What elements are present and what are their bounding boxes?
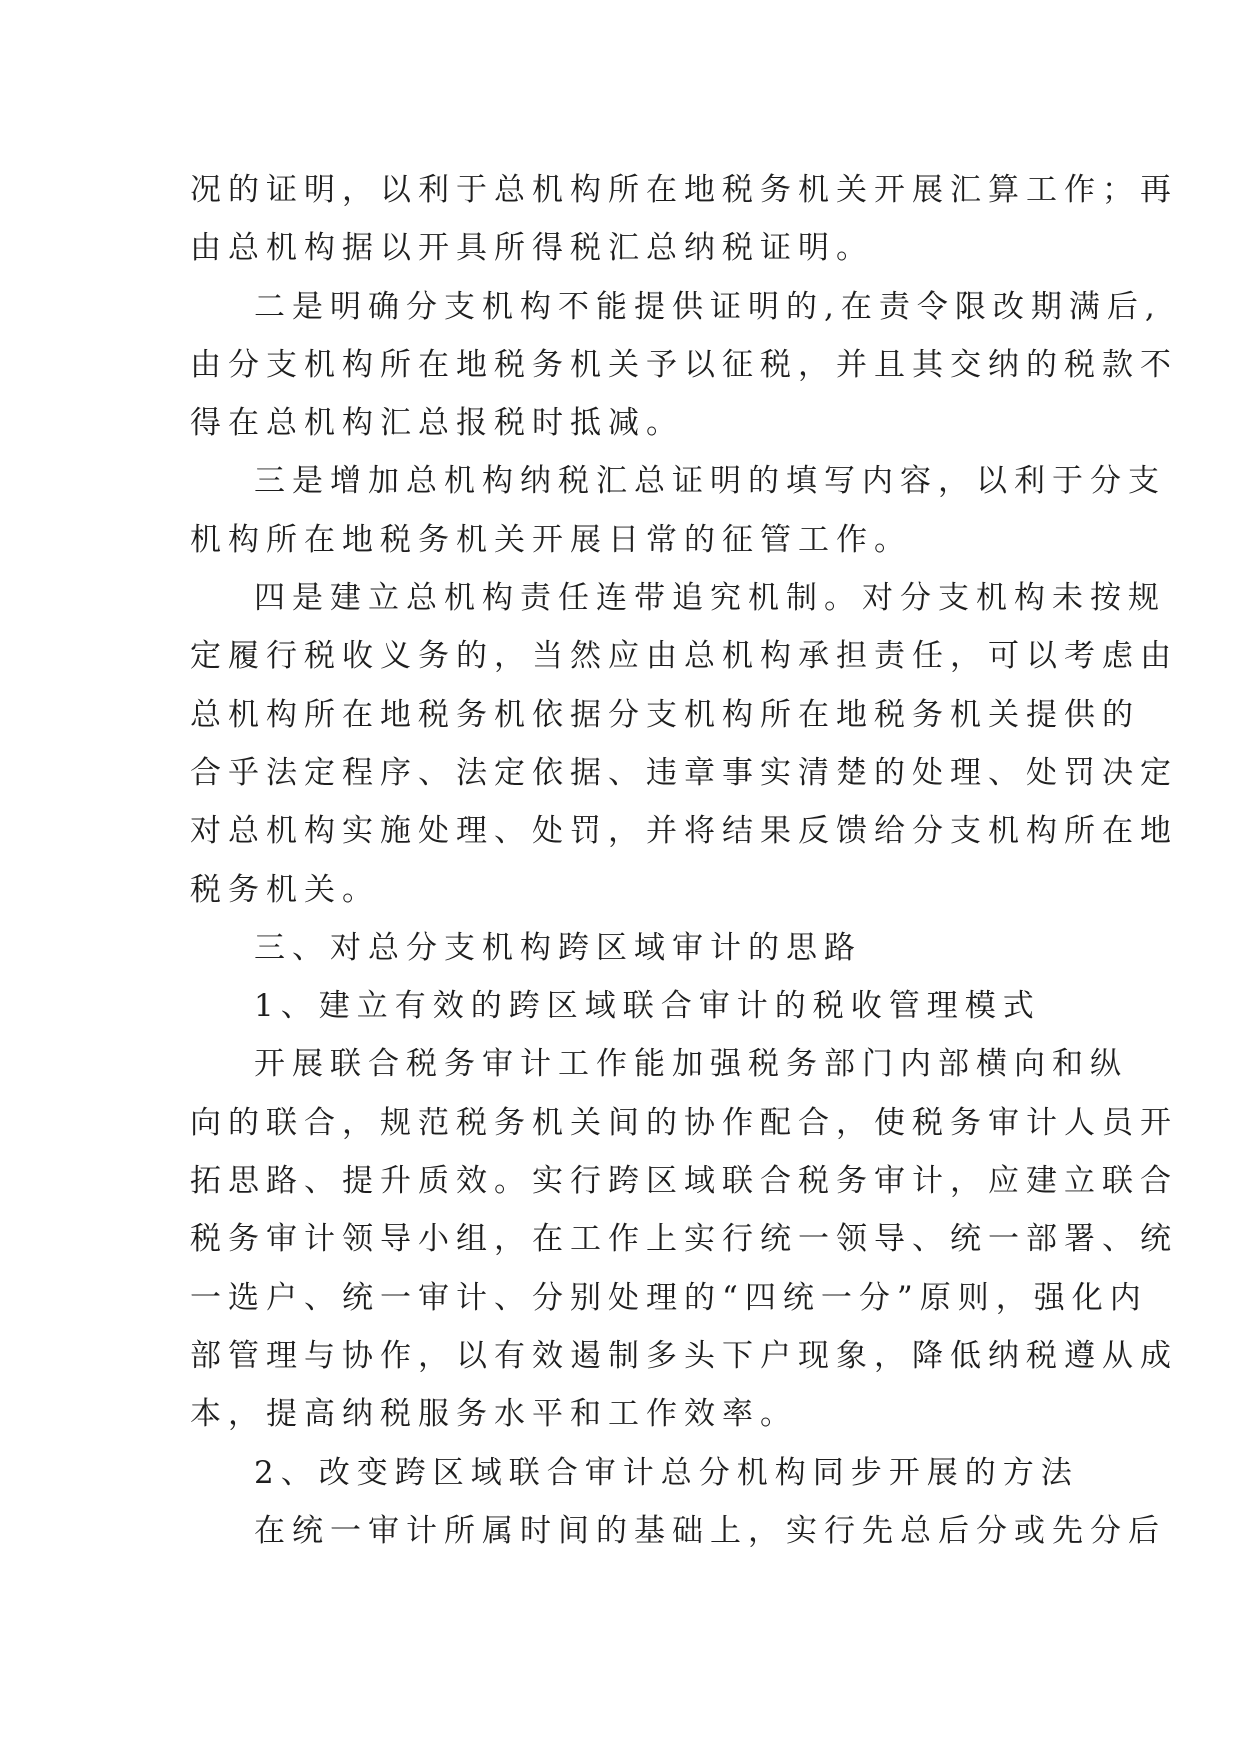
text-line: 2、改变跨区域联合审计总分机构同步开展的方法 (254, 1454, 1079, 1491)
text-line: 定履行税收义务的，当然应由总机构承担责任，可以考虑由 (190, 638, 1178, 675)
text-line: 三、对总分支机构跨区域审计的思路 (254, 929, 862, 966)
text-line: 由分支机构所在地税务机关予以征税，并且其交纳的税款不 (190, 346, 1178, 383)
text-line: 况的证明，以利于总机构所在地税务机关开展汇算工作；再 (190, 172, 1178, 208)
text-line: 开展联合税务审计工作能加强税务部门内部横向和纵 (254, 1046, 1128, 1083)
text-line: 税务审计领导小组，在工作上实行统一领导、统一部署、统 (190, 1221, 1178, 1258)
text-line: 在统一审计所属时间的基础上，实行先总后分或先分后 (254, 1512, 1166, 1549)
text-line: 拓思路、提升质效。实行跨区域联合税务审计，应建立联合 (190, 1163, 1178, 1200)
text-line: 合乎法定程序、法定依据、违章事实清楚的处理、处罚决定 (190, 754, 1178, 791)
text-line: 本，提高纳税服务水平和工作效率。 (190, 1396, 798, 1433)
text-line: 1、建立有效的跨区域联合审计的税收管理模式 (254, 988, 1041, 1025)
text-line: 四是建立总机构责任连带追究机制。对分支机构未按规 (254, 580, 1166, 617)
text-line: 由总机构据以开具所得税汇总纳税证明。 (190, 230, 874, 267)
text-line: 三是增加总机构纳税汇总证明的填写内容，以利于分支 (254, 463, 1166, 500)
body-text (190, 161, 1178, 1560)
text-line: 机构所在地税务机关开展日常的征管工作。 (190, 521, 912, 558)
text-line: 对总机构实施处理、处罚，并将结果反馈给分支机构所在地 (190, 813, 1178, 850)
text-line: 二是明确分支机构不能提供证明的,在责令限改期满后, (254, 288, 1162, 325)
text-line: 税务机关。 (190, 871, 380, 908)
text-line: 向的联合，规范税务机关间的协作配合，使税务审计人员开 (190, 1104, 1178, 1141)
text-line: 得在总机构汇总报税时抵减。 (190, 405, 684, 442)
text-line: 一选户、统一审计、分别处理的“四统一分”原则，强化内 (190, 1279, 1148, 1316)
text-line: 部管理与协作，以有效遏制多头下户现象，降低纳税遵从成 (190, 1337, 1178, 1374)
text-line: 总机构所在地税务机依据分支机构所在地税务机关提供的 (190, 696, 1140, 733)
